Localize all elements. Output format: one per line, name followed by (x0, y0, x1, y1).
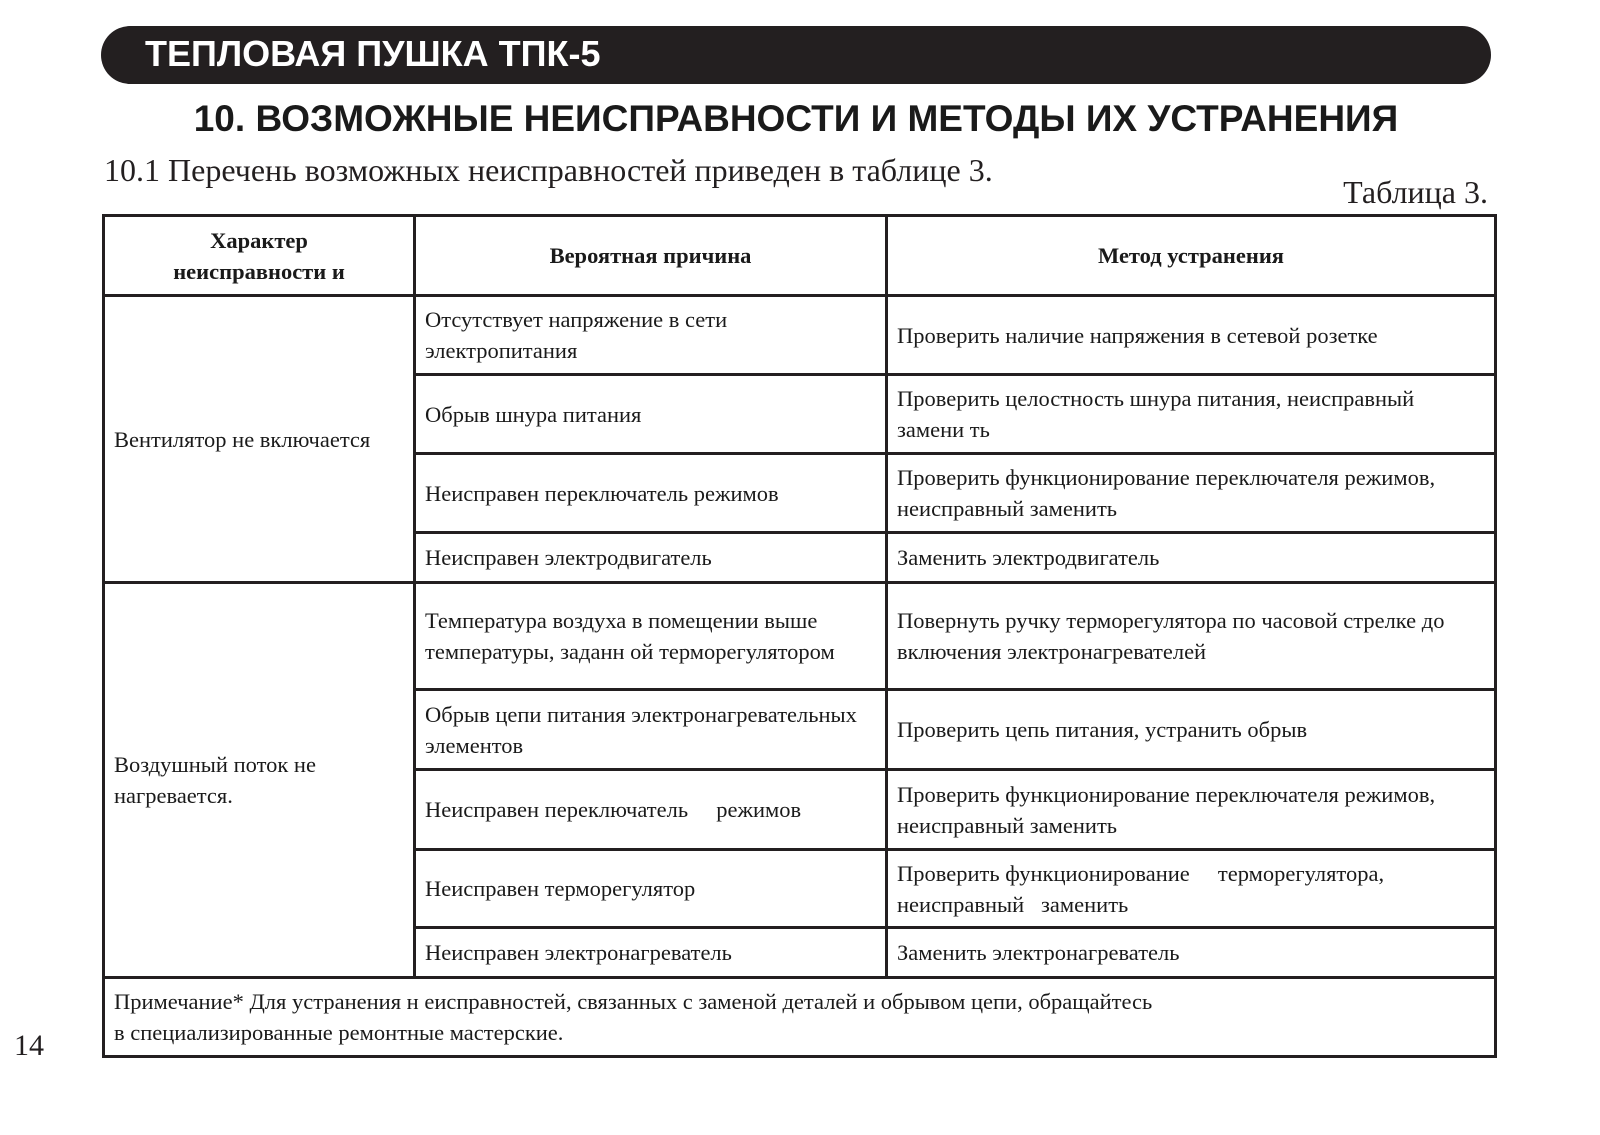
header-fault: Характер неисправности и (104, 216, 415, 296)
cause-cell: Обрыв шнура питания (415, 375, 887, 454)
table-note-row (104, 978, 1496, 1057)
header-method: Метод устранения (887, 216, 1496, 296)
cause-cell: Неисправен переключатель режимов (415, 454, 887, 533)
method-cell: Заменить электронагреватель (887, 928, 1496, 978)
table-row (104, 583, 1496, 690)
faults-table (102, 214, 1497, 1058)
header-cause: Вероятная причина (415, 216, 887, 296)
cause-cell: Отсутствует напряжение в сети электропитания (415, 296, 887, 375)
document-title: ТЕПЛОВАЯ ПУШКА ТПК-5 (145, 33, 601, 74)
table-row (104, 296, 1496, 375)
method-cell: Проверить целостность шнура питания, неисправный замени ть (887, 375, 1496, 454)
table-note: Примечание* Для устранения н еисправностей, связанных с заменой деталей и обрывом цепи, обращайтесь в специализированные ремонтные мастерские. (104, 978, 1496, 1057)
cause-cell: Температура воздуха в помещении выше температуры, заданн ой терморегулятором (415, 583, 887, 690)
method-cell: Проверить функционирование терморегулятора, неисправный заменить (887, 850, 1496, 928)
cause-cell: Обрыв цепи питания электронагревательных элементов (415, 690, 887, 770)
method-cell: Проверить функционирование переключателя режимов, неисправный заменить (887, 770, 1496, 850)
method-cell: Заменить электродвигатель (887, 533, 1496, 583)
cause-cell: Неисправен терморегулятор (415, 850, 887, 928)
cause-cell: Неисправен переключатель режимов (415, 770, 887, 850)
method-cell: Проверить наличие напряжения в сетевой розетке (887, 296, 1496, 375)
method-cell: Проверить функционирование переключателя режимов, неисправный заменить (887, 454, 1496, 533)
cause-cell: Неисправен электродвигатель (415, 533, 887, 583)
page-number: 14 (14, 1029, 44, 1062)
table-caption: Таблица 3. (1343, 174, 1488, 210)
intro-paragraph: 10.1 Перечень возможных неисправностей приведен в таблице 3. (104, 152, 993, 188)
fault-cell: Вентилятор не включается (104, 296, 415, 583)
fault-cell: Воздушный поток не нагревается. (104, 583, 415, 978)
header-bar (101, 26, 1491, 84)
method-cell: Проверить цепь питания, устранить обрыв (887, 690, 1496, 770)
cause-cell: Неисправен электронагреватель (415, 928, 887, 978)
table-header-row (104, 216, 1496, 296)
method-cell: Повернуть ручку терморегулятора по часовой стрелке до включения электронагревателей (887, 583, 1496, 690)
section-title: 10. ВОЗМОЖНЫЕ НЕИСПРАВНОСТИ И МЕТОДЫ ИХ УСТРАНЕНИЯ (193, 98, 1399, 139)
